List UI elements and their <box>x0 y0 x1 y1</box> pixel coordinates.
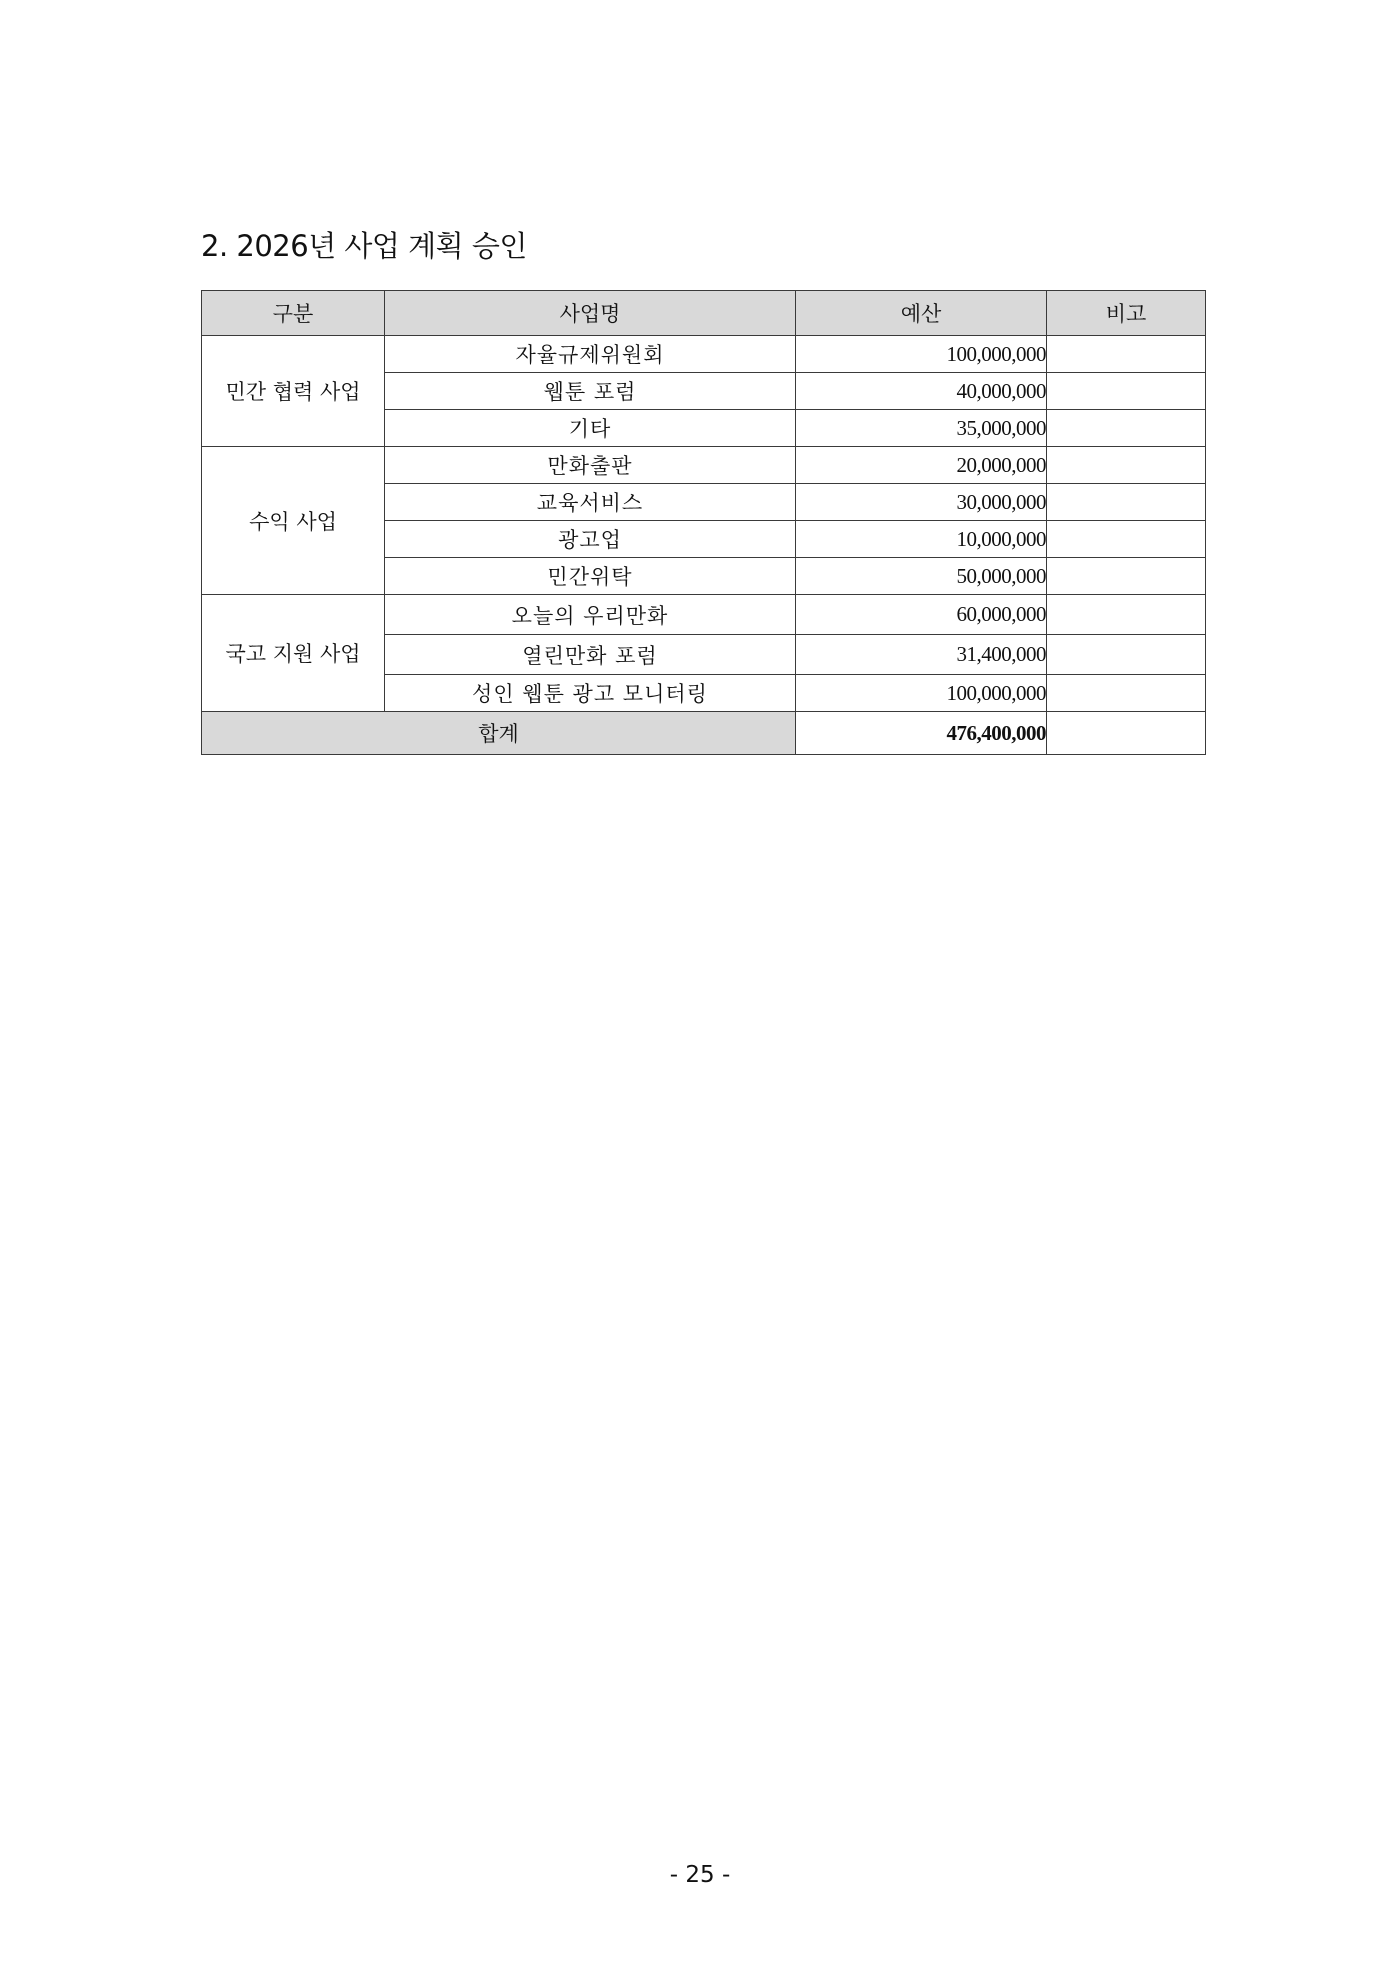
budget-cell: 10,000,000 <box>796 521 1047 558</box>
total-budget: 476,400,000 <box>796 712 1047 755</box>
project-name-cell: 성인 웹툰 광고 모니터링 <box>385 675 796 712</box>
category-cell: 수익 사업 <box>202 447 385 595</box>
note-cell <box>1047 447 1206 484</box>
note-cell <box>1047 635 1206 675</box>
project-name-cell: 기타 <box>385 410 796 447</box>
table-row <box>202 336 1206 373</box>
budget-cell: 100,000,000 <box>796 675 1047 712</box>
budget-cell: 40,000,000 <box>796 373 1047 410</box>
budget-cell: 31,400,000 <box>796 635 1047 675</box>
category-cell: 민간 협력 사업 <box>202 336 385 447</box>
total-note <box>1047 712 1206 755</box>
budget-cell: 20,000,000 <box>796 447 1047 484</box>
section-heading: 2. 2026년 사업 계획 승인 <box>201 229 527 263</box>
total-label: 합계 <box>202 712 796 755</box>
category-cell: 국고 지원 사업 <box>202 595 385 712</box>
note-cell <box>1047 373 1206 410</box>
table-row <box>202 595 1206 635</box>
note-cell <box>1047 521 1206 558</box>
note-cell <box>1047 595 1206 635</box>
project-name-cell: 열린만화 포럼 <box>385 635 796 675</box>
budget-cell: 30,000,000 <box>796 484 1047 521</box>
table-header-row <box>202 291 1206 336</box>
budget-cell: 50,000,000 <box>796 558 1047 595</box>
project-name-cell: 교육서비스 <box>385 484 796 521</box>
header-category: 구분 <box>202 291 385 336</box>
project-name-cell: 웹툰 포럼 <box>385 373 796 410</box>
project-name-cell: 광고업 <box>385 521 796 558</box>
header-budget: 예산 <box>796 291 1047 336</box>
project-name-cell: 민간위탁 <box>385 558 796 595</box>
total-row <box>202 712 1206 755</box>
header-note: 비고 <box>1047 291 1206 336</box>
budget-cell: 60,000,000 <box>796 595 1047 635</box>
note-cell <box>1047 336 1206 373</box>
note-cell <box>1047 410 1206 447</box>
project-name-cell: 자율규제위원회 <box>385 336 796 373</box>
budget-cell: 100,000,000 <box>796 336 1047 373</box>
note-cell <box>1047 558 1206 595</box>
note-cell <box>1047 484 1206 521</box>
note-cell <box>1047 675 1206 712</box>
project-name-cell: 오늘의 우리만화 <box>385 595 796 635</box>
budget-plan-table <box>201 290 1206 755</box>
header-project: 사업명 <box>385 291 796 336</box>
budget-cell: 35,000,000 <box>796 410 1047 447</box>
project-name-cell: 만화출판 <box>385 447 796 484</box>
page-number: - 25 - <box>669 1862 731 1888</box>
table-row <box>202 447 1206 484</box>
